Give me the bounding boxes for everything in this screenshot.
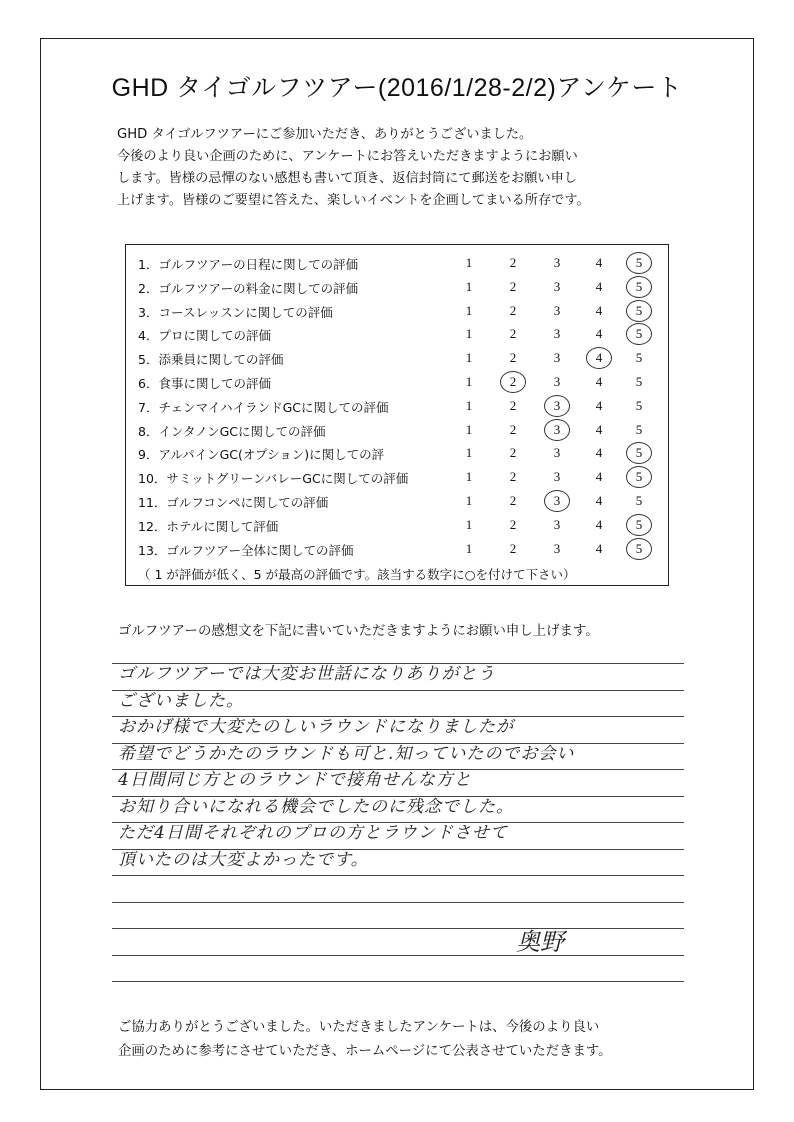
- selected-circle-mark: [544, 419, 570, 441]
- selected-circle-mark: [544, 490, 570, 512]
- rating-label: 3．コースレッスンに関しての評価: [138, 304, 333, 320]
- score-option[interactable]: 4: [595, 540, 603, 556]
- ruled-line: [112, 981, 684, 982]
- handwritten-comment-line: 頂いたのは大変よかったです。: [118, 849, 369, 870]
- score-option[interactable]: 2: [509, 397, 517, 413]
- intro-line: 上げます。皆様のご要望に答えた、楽しいイベントを企画してまいる所存です。: [117, 193, 590, 208]
- selected-circle-mark: [500, 371, 526, 393]
- handwritten-comment-line: 希望でどうかたのラウンドも可と.知っていたのでお会い: [118, 743, 575, 764]
- rating-label: 4．プロに関しての評価: [138, 328, 271, 344]
- score-option[interactable]: 1: [465, 278, 473, 294]
- intro-line: 今後のより良い企画のために、アンケートにお答えいただきますようにお願い: [117, 149, 578, 164]
- score-option[interactable]: 5: [635, 397, 643, 413]
- rating-row: [126, 324, 670, 348]
- score-option[interactable]: 4: [595, 516, 603, 532]
- score-option[interactable]: 5: [635, 445, 643, 461]
- rating-label: 9．アルパインGC(オプション)に関しての評: [138, 447, 385, 463]
- score-option[interactable]: 3: [553, 302, 561, 318]
- rating-note: （ 1 が評価が低く、5 が最高の評価です。該当する数字に○を付けて下さい）: [138, 567, 576, 582]
- closing-text: [118, 1016, 718, 1064]
- score-option[interactable]: 4: [595, 374, 603, 389]
- rating-label: 5．添乗員に関しての評価: [138, 352, 284, 368]
- score-option[interactable]: 2: [509, 469, 517, 485]
- intro-line: GHD タイゴルフツアーにご参加いただき、ありがとうございました。: [117, 127, 533, 142]
- handwritten-comment-line: お知り合いになれる機会でしたのに残念でした。: [118, 796, 514, 817]
- score-option[interactable]: 4: [595, 397, 603, 413]
- rating-row: [126, 420, 670, 444]
- score-option[interactable]: 2: [509, 255, 517, 270]
- rating-label: 11．ゴルフコンペに関しての評価: [138, 495, 329, 510]
- ruled-line: [112, 955, 684, 956]
- rating-label: 8．インタノンGCに関しての評価: [138, 423, 326, 439]
- score-option[interactable]: 1: [465, 255, 473, 270]
- score-option[interactable]: 1: [465, 350, 473, 366]
- score-option[interactable]: 1: [465, 326, 473, 342]
- score-option[interactable]: 4: [595, 302, 603, 318]
- score-option[interactable]: 3: [553, 493, 561, 508]
- score-option[interactable]: 1: [465, 540, 473, 556]
- score-option[interactable]: 3: [553, 374, 561, 389]
- score-option[interactable]: 4: [595, 445, 603, 461]
- rating-label: 13．ゴルフツアー全体に関しての評価: [138, 542, 354, 558]
- rating-row: [126, 277, 670, 301]
- rating-label: 6．食事に関しての評価: [138, 376, 271, 391]
- score-option[interactable]: 1: [465, 469, 473, 485]
- rating-row: [126, 539, 670, 563]
- score-option[interactable]: 3: [553, 397, 561, 413]
- rating-label: 2．ゴルフツアーの料金に関しての評価: [138, 280, 359, 296]
- score-option[interactable]: 4: [595, 421, 603, 437]
- rating-row: [126, 348, 670, 372]
- page-title: GHD タイゴルフツアー(2016/1/28-2/2)アンケート: [111, 74, 683, 102]
- rating-row: [126, 443, 670, 467]
- score-option[interactable]: 5: [635, 255, 643, 270]
- intro-line: します。皆様の忌憚のない感想も書いて頂き、返信封筒にて郵送をお願い申し: [117, 171, 577, 186]
- score-option[interactable]: 2: [509, 374, 517, 389]
- handwritten-comment-line: ゴルフツアーでは大変お世話になりありがとう: [118, 664, 496, 684]
- score-option[interactable]: 4: [595, 255, 603, 270]
- rating-row: [126, 301, 670, 325]
- rating-row: [126, 467, 670, 491]
- score-option[interactable]: 3: [553, 469, 561, 485]
- score-option[interactable]: 1: [465, 302, 473, 318]
- score-option[interactable]: 1: [465, 374, 473, 389]
- score-option[interactable]: 3: [553, 350, 561, 366]
- score-option[interactable]: 4: [595, 469, 603, 485]
- rating-row: [126, 372, 670, 396]
- score-option[interactable]: 1: [465, 397, 473, 413]
- intro-text: [117, 124, 707, 212]
- rating-label: 1．ゴルフツアーの日程に関しての評価: [138, 257, 359, 272]
- ruled-line: [112, 875, 684, 876]
- score-option[interactable]: 3: [553, 516, 561, 532]
- rating-label: 12．ホテルに関して評価: [138, 518, 279, 534]
- score-option[interactable]: 5: [635, 421, 643, 437]
- score-option[interactable]: 3: [553, 540, 561, 556]
- score-option[interactable]: 5: [635, 493, 643, 508]
- score-option[interactable]: 2: [509, 445, 517, 461]
- ruled-line: [112, 902, 684, 903]
- score-option[interactable]: 5: [635, 350, 643, 366]
- rating-table: [125, 244, 669, 586]
- rating-row: [126, 253, 670, 277]
- rating-row: [126, 515, 670, 539]
- score-option[interactable]: 2: [509, 278, 517, 294]
- score-option[interactable]: 1: [465, 421, 473, 437]
- comment-prompt: ゴルフツアーの感想文を下記に書いていただきますようにお願い申し上げます。: [118, 624, 599, 639]
- signature: 奥野: [516, 928, 564, 956]
- score-option[interactable]: 5: [635, 469, 643, 485]
- handwritten-comment-line: 4日間同じ方とのラウンドで接角せんな方と: [118, 770, 472, 790]
- score-option[interactable]: 2: [509, 540, 517, 556]
- score-option[interactable]: 5: [635, 326, 643, 342]
- score-option[interactable]: 5: [635, 278, 643, 294]
- selected-circle-mark: [544, 395, 570, 417]
- score-option[interactable]: 2: [509, 421, 517, 437]
- score-option[interactable]: 3: [553, 421, 561, 437]
- handwritten-comment-line: おかげ様で大変たのしいラウンドになりましたが: [118, 717, 514, 737]
- selected-circle-mark: [626, 300, 652, 322]
- score-option[interactable]: 2: [509, 493, 517, 508]
- score-option[interactable]: 1: [465, 493, 473, 508]
- score-option[interactable]: 4: [595, 493, 603, 508]
- score-option[interactable]: 2: [509, 326, 517, 342]
- score-option[interactable]: 1: [465, 516, 473, 532]
- rating-row: [126, 491, 670, 515]
- score-option[interactable]: 3: [553, 255, 561, 270]
- ruled-line: [112, 928, 684, 929]
- handwritten-comment-line: ございました。: [118, 690, 244, 711]
- selected-circle-mark: [626, 276, 652, 298]
- selected-circle-mark: [626, 538, 652, 560]
- score-option[interactable]: 5: [635, 516, 643, 532]
- rating-row: [126, 396, 670, 420]
- score-option[interactable]: 5: [635, 302, 643, 318]
- score-option[interactable]: 3: [553, 278, 561, 294]
- rating-label: 10．サミットグリーンバレーGCに関しての評価: [138, 471, 409, 487]
- score-option[interactable]: 4: [595, 326, 603, 342]
- score-option[interactable]: 2: [509, 350, 517, 366]
- handwritten-comment-line: ただ4日間それぞれのプロの方とラウンドさせて: [118, 823, 508, 843]
- score-option[interactable]: 1: [465, 445, 473, 461]
- score-option[interactable]: 2: [509, 516, 517, 532]
- score-option[interactable]: 4: [595, 278, 603, 294]
- rating-label: 7．チェンマイハイランドGCに関しての評価: [138, 399, 389, 415]
- score-option[interactable]: 5: [635, 540, 643, 556]
- score-option[interactable]: 5: [635, 374, 643, 389]
- selected-circle-mark: [626, 252, 652, 274]
- closing-line: ご協力ありがとうございました。いただきましたアンケートは、今後のより良い: [118, 1020, 600, 1035]
- score-option[interactable]: 3: [553, 445, 561, 461]
- score-option[interactable]: 4: [595, 350, 603, 366]
- score-option[interactable]: 3: [553, 326, 561, 342]
- closing-line: 企画のために参考にさせていただき、ホームページにて公表させていただきます。: [118, 1044, 612, 1059]
- selected-circle-mark: [626, 514, 652, 536]
- score-option[interactable]: 2: [509, 302, 517, 318]
